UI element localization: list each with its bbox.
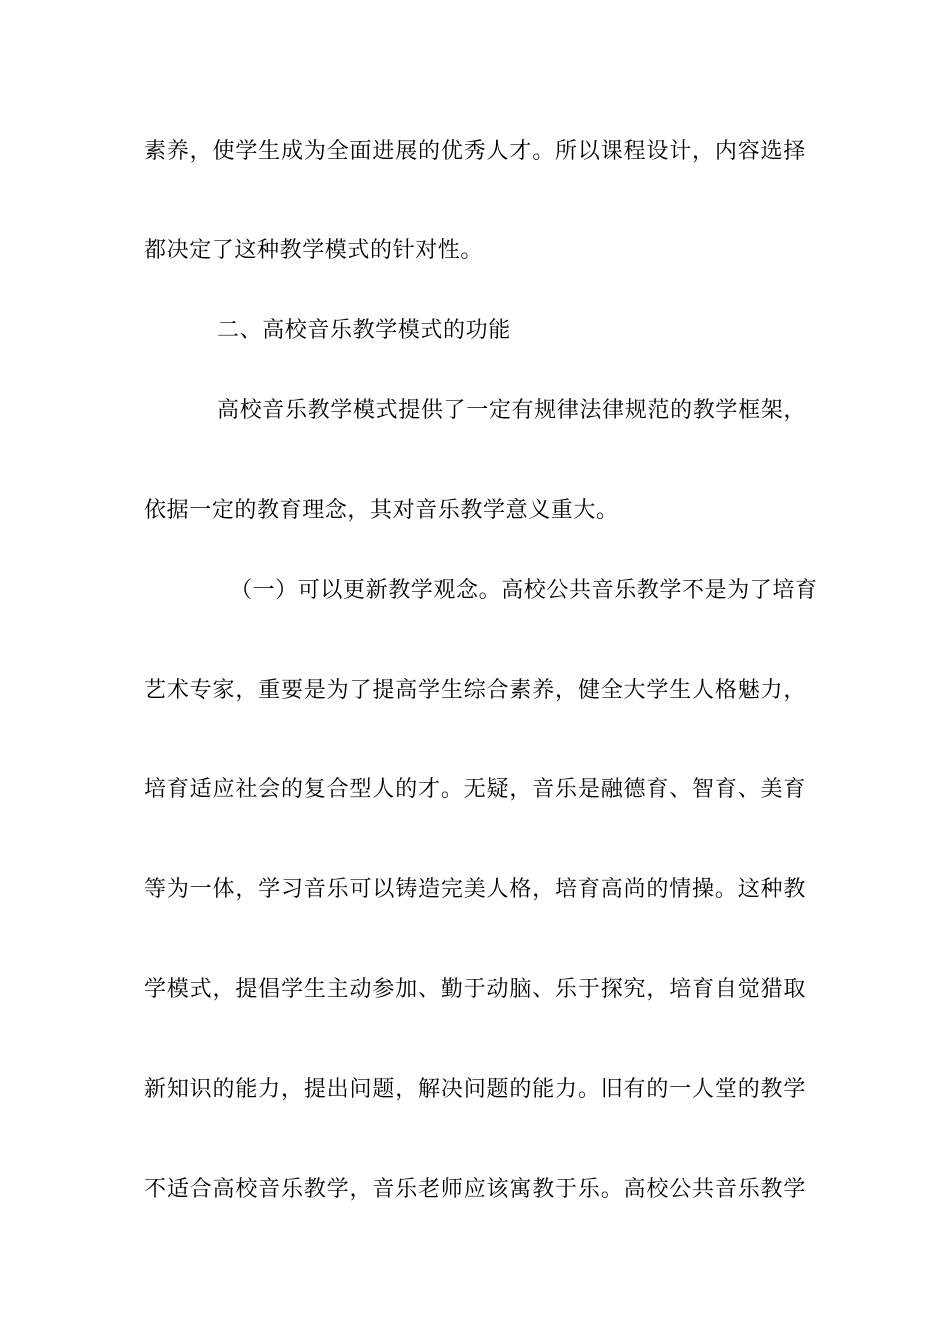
paragraph-line: 新知识的能力，提出问题，解决问题的能力。旧有的一人堂的教学 xyxy=(144,1077,806,1102)
section-heading: 二、高校音乐教学模式的功能 xyxy=(217,318,511,343)
paragraph-line: 艺术专家，重要是为了提高学生综合素养，健全大学生人格魅力， xyxy=(144,678,806,703)
paragraph-line: 等为一体，学习音乐可以铸造完美人格，培育高尚的情操。这种教 xyxy=(144,877,806,902)
paragraph-line: 依据一定的教育理念，其对音乐教学意义重大。 xyxy=(144,498,619,523)
paragraph-line: 不适合高校音乐教学，音乐老师应该寓教于乐。高校公共音乐教学 xyxy=(144,1177,806,1202)
paragraph-line: 学模式，提倡学生主动参加、勤于动脑、乐于探究，培育自觉猎取 xyxy=(144,977,806,1002)
paragraph-line: 都决定了这种教学模式的针对性。 xyxy=(144,238,484,263)
paragraph-line: 高校音乐教学模式提供了一定有规律法律规范的教学框架， xyxy=(217,398,806,423)
paragraph-line: 培育适应社会的复合型人的才。无疑，音乐是融德育、智育、美育 xyxy=(144,777,806,802)
paragraph-line: 素养，使学生成为全面进展的优秀人才。所以课程设计，内容选择 xyxy=(144,139,806,164)
paragraph-line: （一）可以更新教学观念。高校公共音乐教学不是为了培育 xyxy=(230,578,818,603)
